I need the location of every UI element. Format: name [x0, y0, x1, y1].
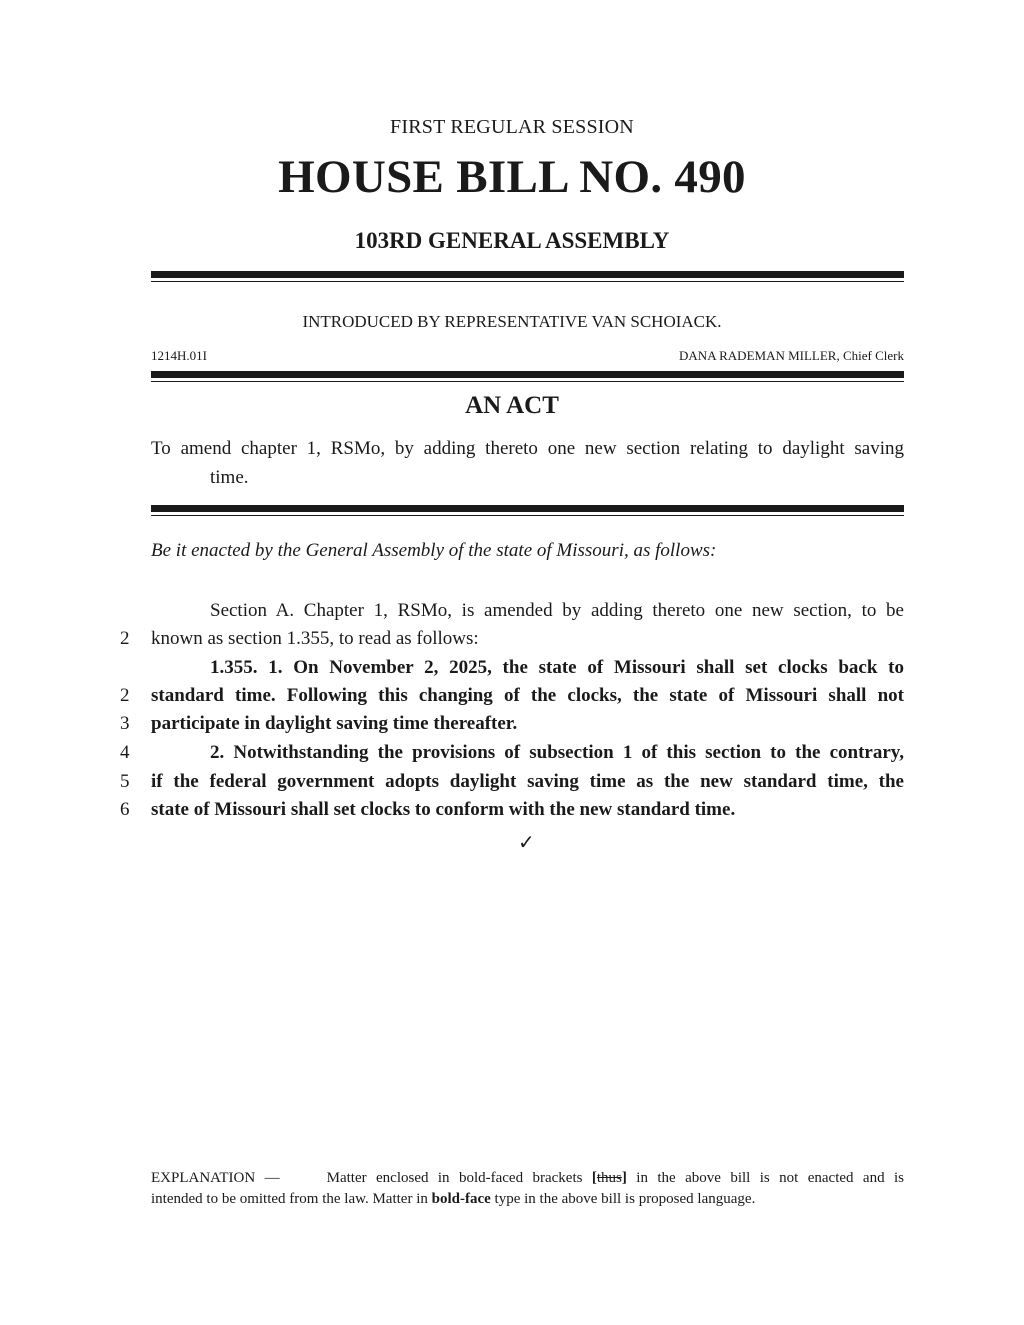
title-rule-thick	[151, 505, 904, 512]
line-number: 4	[120, 742, 130, 763]
section-a-line-2: known as section 1.355, to read as follows:	[151, 628, 479, 649]
section-1355-line-4: 2. Notwithstanding the provisions of subsection 1 of this section to the contrary,	[210, 742, 904, 763]
act-title	[151, 434, 904, 492]
section-1355-line-3: participate in daylight saving time thereafter.	[151, 713, 518, 734]
enacting-clause: Be it enacted by the General Assembly of the state of Missouri, as follows:	[151, 540, 717, 561]
explanation-line-1: EXPLANATION — Matter enclosed in bold-faced brackets [thus] in the above bill is not enacted and is	[151, 1170, 904, 1186]
explanation-note	[151, 1168, 904, 1210]
assembly-heading: 103RD GENERAL ASSEMBLY	[354, 228, 670, 253]
line-number: 3	[120, 713, 130, 734]
explanation-label: EXPLANATION —	[151, 1170, 280, 1186]
header-rule-thick	[151, 271, 904, 278]
section-1355-line-1: 1.355. 1. On November 2, 2025, the state of Missouri shall set clocks back to	[210, 657, 904, 678]
chief-clerk: DANA RADEMAN MILLER, Chief Clerk	[679, 348, 904, 363]
act-heading: AN ACT	[465, 392, 559, 419]
struck-example: thus	[596, 1170, 622, 1186]
clerk-rule-thick	[151, 371, 904, 378]
section-1355-line-6: state of Missouri shall set clocks to conform with the new standard time.	[151, 799, 736, 820]
line-number: 2	[120, 628, 130, 649]
line-number: 6	[120, 799, 130, 820]
bill-number-heading: HOUSE BILL NO. 490	[278, 151, 746, 203]
line-number: 2	[120, 685, 130, 706]
section-a-line-1: Section A. Chapter 1, RSMo, is amended by adding thereto one new section, to be	[210, 600, 904, 621]
line-number: 5	[120, 771, 130, 792]
act-title-line-1: To amend chapter 1, RSMo, by adding thereto one new section relating to daylight saving	[151, 438, 904, 459]
title-rule-thin	[151, 515, 904, 516]
checkmark-icon: ✓	[518, 830, 535, 854]
section-1355-line-5: if the federal government adopts daylight saving time as the new standard time, the	[151, 771, 904, 792]
introduced-by: INTRODUCED BY REPRESENTATIVE VAN SCHOIACK.	[302, 312, 722, 331]
section-1355-line-2: standard time. Following this changing of the clocks, the state of Missouri shall not	[151, 685, 904, 706]
act-title-line-2: time.	[210, 467, 249, 488]
session-label: FIRST REGULAR SESSION	[390, 116, 634, 138]
clerk-rule-thin	[151, 381, 904, 382]
lr-code: 1214H.01I	[151, 348, 207, 363]
bold-face-example: bold-face	[431, 1191, 491, 1207]
explanation-line-2: intended to be omitted from the law. Matter in bold-face type in the above bill is proposed language.	[151, 1191, 756, 1207]
header-rule-thin	[151, 281, 904, 282]
